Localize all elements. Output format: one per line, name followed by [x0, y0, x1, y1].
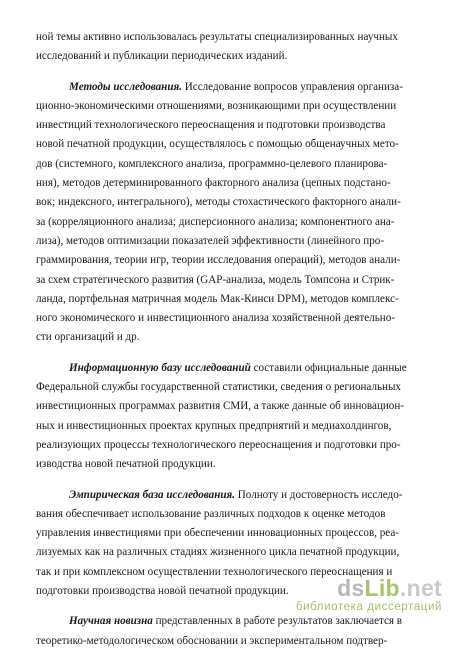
text-line: ной темы активно использовалась результаты специализированных научных [36, 31, 398, 43]
paragraph-information-base [36, 359, 413, 475]
text-line: вок; индексного, интегрального), методы стохастического факторного анали- [36, 196, 401, 209]
dslib-logo: dsLib.net [337, 575, 442, 601]
text-line: теоретико-методологическом обосновании и экспериментальном подтвер- [36, 634, 388, 647]
section-lead-information-base: Информационную базу исследований [69, 361, 251, 374]
text-line: дов (системного, комплексного анализа, программно-целевого планирова- [36, 157, 388, 170]
text-line: лиза), методов оптимизации показателей эффективности (линейного про- [36, 234, 385, 247]
text-line: Научная новизна представленных в работе результатов заключается в [69, 615, 403, 628]
text-line: за схем стратегического развития (GAP-анализа, модель Томпсона и Стрик- [36, 273, 395, 286]
text-line: новой печатной продукции, осуществлялось с помощью общенаучных мето- [36, 138, 399, 151]
text-line: за (корреляционного анализа; дисперсионного анализа; компонентного ана- [36, 215, 395, 228]
text-line: изводства новой печатной продукции. [36, 458, 216, 471]
text-line: вания обеспечивает использование различных подходов к оценке методов [36, 507, 386, 520]
text-line: лизуемых как на различных стадиях жизненного цикла печатной продукции, [36, 546, 400, 559]
text-line: инвестиций технологического переоснащения и подготовки производства [36, 119, 386, 132]
text-line: сти организаций и др. [36, 331, 140, 344]
section-lead-empirical-base: Эмпирическая база исследования. [69, 488, 236, 501]
paragraph-research-methods [36, 78, 413, 348]
dslib-watermark [296, 576, 442, 614]
text-line: реализующих процессы технологического переоснащения и подготовки про- [36, 438, 401, 451]
text-line: подготовки производства новой печатной продукции. [36, 585, 289, 598]
text-line: ного экономического и инвестиционного анализа хозяйственной деятельно- [36, 312, 395, 325]
text-line: управления инвестициями при обеспечении инновационных процессов, реа- [36, 527, 399, 540]
text-body [36, 28, 413, 651]
text-line: Методы исследования. Исследование вопросов управления организа- [69, 80, 403, 93]
text-line: Информационную базу исследований составили официальные данные [69, 361, 407, 374]
text-line: ланда, портфельная матричная модель Мак-Кинси DPM), методов комплекс- [36, 292, 399, 305]
text-line: исследований и публикации периодических изданий. [36, 50, 288, 63]
section-lead-scientific-novelty: Научная новизна [69, 615, 153, 628]
paragraph-scientific-novelty [36, 612, 413, 651]
text-line: Федеральной службы государственной статистики, сведения о региональных [36, 381, 401, 394]
text-line: ционно-экономическими отношениями, возникающими при осуществлении [36, 99, 397, 112]
text-line: Эмпирическая база исследования. Полноту и достоверность исследо- [69, 488, 403, 501]
text-line: инвестиционных программах развития СМИ, а также данные об инновацион- [36, 400, 404, 413]
paragraph-intro-continuation [36, 28, 413, 67]
text-line: ния), методов детерминированного факторного анализа (цепных подстано- [36, 177, 391, 190]
dslib-tagline: библиотека диссертаций [295, 601, 442, 613]
text-line: так и при комплексном осуществлении технологического переоснащения и [36, 565, 393, 578]
section-lead-methods: Методы исследования. [69, 80, 182, 93]
text-line: граммирования, теории игр, теории исследования операций), методов анали- [36, 254, 401, 267]
text-line: ных и инвестиционных проектах крупных предприятий и медиахолдингов, [36, 419, 392, 432]
